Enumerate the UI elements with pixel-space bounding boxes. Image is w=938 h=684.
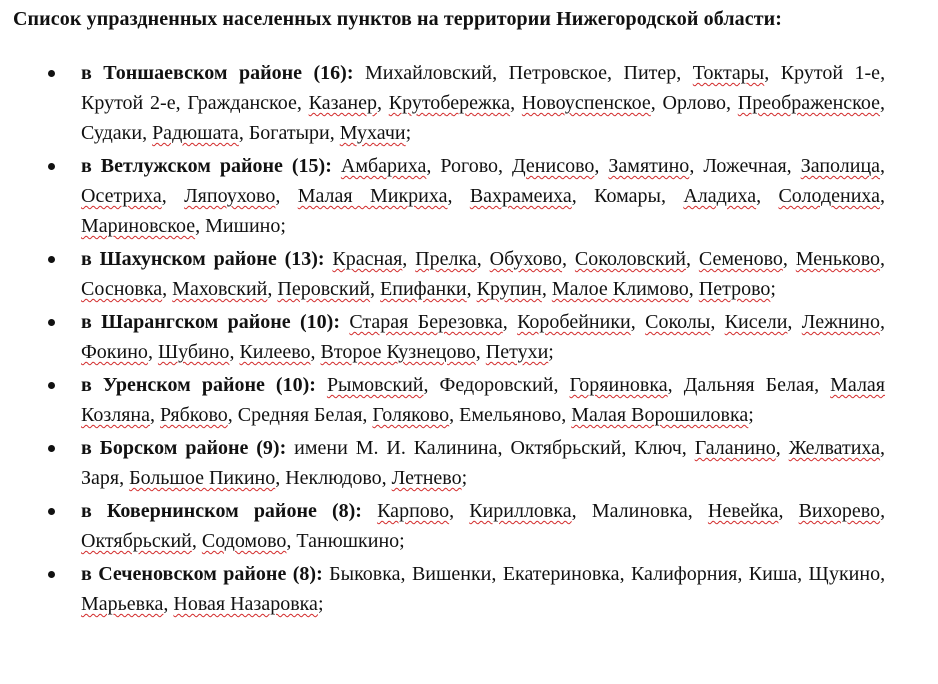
- document-title: Список упраздненных населенных пунктов на территории Нижегородской области:: [13, 8, 783, 30]
- settlement-name: Малая Ворошиловка: [571, 404, 749, 426]
- settlement-name: Крутой 2-е: [81, 92, 176, 114]
- settlement-name: Вихорево: [798, 500, 881, 522]
- settlement-name: Малиновка: [591, 500, 688, 522]
- settlement-name: Питер: [623, 62, 677, 84]
- settlement-name: Екатериновка: [502, 563, 620, 585]
- settlement-list: [0, 58, 938, 622]
- settlement-name: Епифанки: [380, 278, 467, 300]
- settlement-name: Солодениха: [778, 185, 881, 207]
- settlement-name: Калифорния: [630, 563, 738, 585]
- district-name: в Сеченовском районе (8):: [81, 563, 323, 585]
- bullet-icon: [48, 70, 55, 77]
- settlement-name: Щукино: [808, 563, 881, 585]
- settlement-name: Лежнино: [801, 311, 880, 333]
- district-list-item: в Тоншаевском районе (16): Михайловский, Петровское, Питер, Токтары, Крутой 1-е, Крутой 2-е, Гражданское, Казанер, Крутобережка, Новоуспенское, Орлово, Преображенское, Судаки, Радюшата, Богатыри, Мухачи;: [81, 58, 885, 148]
- district-list-item: в Ветлужском районе (15): Амбариха, Рогово, Денисово, Замятино, Ложечная, Заполица, Осетриха, Ляпоухово, Малая Микриха, Вахрамеиха, Комары, Аладиха, Солодениха, Мариновское, Мишино;: [81, 151, 885, 241]
- settlement-name: Аладиха: [683, 185, 757, 207]
- settlement-name: Киша: [748, 563, 798, 585]
- settlement-name: Радюшата: [152, 122, 239, 144]
- settlement-name: Рогово: [440, 155, 499, 177]
- settlement-name: Казанер: [308, 92, 377, 114]
- settlement-name: Сосновка: [81, 278, 163, 300]
- settlement-name: Октябрьский: [81, 530, 192, 552]
- settlement-name: Шубино: [157, 341, 230, 363]
- settlement-name: Амбариха: [340, 155, 427, 177]
- settlement-name: Михайловский: [365, 62, 493, 84]
- district-list-item: в Уренском районе (10): Рымовский, Федоровский, Горяиновка, Дальняя Белая, Малая Козляна, Рябково, Средняя Белая, Голяково, Емельяново, Малая Ворошиловка;: [81, 370, 885, 430]
- settlement-name: Галанино: [694, 437, 776, 459]
- settlement-name: Петрово: [698, 278, 771, 300]
- settlement-name: Килеево: [239, 341, 311, 363]
- settlement-name: Соколовский: [574, 248, 687, 270]
- bullet-icon: [48, 445, 55, 452]
- settlement-name: Гражданское: [187, 92, 297, 114]
- district-name: в Уренском районе (10):: [81, 374, 316, 396]
- bullet-icon: [48, 571, 55, 578]
- settlement-name: Горяиновка: [569, 374, 668, 396]
- settlement-name: Рымовский: [326, 374, 424, 396]
- district-list-item: в Борском районе (9): имени М. И. Калинина, Октябрьский, Ключ, Галанино, Желватиха, Заря, Большое Пикино, Неклюдово, Летнево;: [81, 433, 885, 493]
- settlement-name: Красная: [332, 248, 403, 270]
- settlement-name: Коробейники: [517, 311, 631, 333]
- bullet-icon: [48, 256, 55, 263]
- settlement-name: Мишино: [205, 215, 281, 237]
- district-name: в Шарангском районе (10):: [81, 311, 340, 333]
- bullet-icon: [48, 163, 55, 170]
- settlement-name: Богатыри: [248, 122, 330, 144]
- district-name: в Шахунском районе (13):: [81, 248, 325, 270]
- settlement-name: Марьевка: [81, 593, 164, 615]
- settlement-name: Замятино: [608, 155, 690, 177]
- settlement-name: Средняя Белая: [237, 404, 363, 426]
- settlement-name: Меньково: [795, 248, 881, 270]
- settlement-name: Неклюдово: [285, 467, 382, 489]
- settlement-name: Токтары: [692, 62, 765, 84]
- settlement-name: Соколы: [645, 311, 711, 333]
- settlement-name: Перовский: [277, 278, 371, 300]
- settlement-name: Федоровский: [439, 374, 554, 396]
- district-name: в Ковернинском районе (8):: [81, 500, 362, 522]
- settlement-name: Ложечная: [703, 155, 787, 177]
- settlement-name: Крутобережка: [388, 92, 511, 114]
- settlement-name: имени М. И. Калинина: [294, 437, 498, 459]
- settlement-name: Судаки: [81, 122, 143, 144]
- settlement-name: Летнево: [391, 467, 462, 489]
- settlement-name: Ключ: [634, 437, 682, 459]
- settlement-name: Старая Березовка: [349, 311, 503, 333]
- settlement-name: Мариновское: [81, 215, 196, 237]
- settlement-name: Комары: [594, 185, 661, 207]
- district-name: в Тоншаевском районе (16):: [81, 62, 354, 84]
- bullet-icon: [48, 382, 55, 389]
- settlement-name: Осетриха: [81, 185, 162, 207]
- district-list-item: в Ковернинском районе (8): Карпово, Кирилловка, Малиновка, Невейка, Вихорево, Октябрьский, Содомово, Танюшкино;: [81, 496, 885, 556]
- district-name: в Ветлужском районе (15):: [81, 155, 332, 177]
- settlement-name: Ляпоухово: [184, 185, 276, 207]
- district-list-item: в Шахунском районе (13): Красная, Прелка, Обухово, Соколовский, Семеново, Меньково, Сосновка, Маховский, Перовский, Епифанки, Крупин, Малое Климово, Петрово;: [81, 244, 885, 304]
- settlement-name: Крупин: [476, 278, 542, 300]
- settlement-name: Дальняя Белая: [683, 374, 815, 396]
- settlement-name: Мухачи: [339, 122, 406, 144]
- settlement-name: Октябрьский: [510, 437, 622, 459]
- settlement-name: Семеново: [698, 248, 783, 270]
- bullet-icon: [48, 319, 55, 326]
- settlement-name: Преображенское: [737, 92, 881, 114]
- settlement-name: Крутой 1-е: [780, 62, 881, 84]
- district-list-item: в Шарангском районе (10): Старая Березовка, Коробейники, Соколы, Кисели, Лежнино, Фокино, Шубино, Килеево, Второе Кузнецово, Петухи;: [81, 307, 885, 367]
- settlement-name: Заря: [81, 467, 120, 489]
- settlement-name: Кирилловка: [469, 500, 572, 522]
- settlement-name: Емельяново: [459, 404, 562, 426]
- settlement-name: Танюшкино: [296, 530, 400, 552]
- settlement-name: Второе Кузнецово: [320, 341, 476, 363]
- settlement-name: Малая Козляна: [81, 374, 886, 426]
- bullet-icon: [48, 508, 55, 515]
- settlement-name: Малая Микриха: [297, 185, 448, 207]
- district-list-item: в Сеченовском районе (8): Быковка, Вишенки, Екатериновка, Калифорния, Киша, Щукино, Марьевка, Новая Назаровка;: [81, 559, 885, 619]
- settlement-name: Новая Назаровка: [173, 593, 318, 615]
- district-name: в Борском районе (9):: [81, 437, 287, 459]
- settlement-name: Вахрамеиха: [469, 185, 572, 207]
- settlement-name: Маховский: [172, 278, 268, 300]
- settlement-name: Фокино: [81, 341, 148, 363]
- settlement-name: Прелка: [415, 248, 477, 270]
- settlement-name: Желватиха: [788, 437, 881, 459]
- settlement-name: Рябково: [160, 404, 228, 426]
- settlement-name: Петровское: [508, 62, 607, 84]
- settlement-name: Голяково: [372, 404, 450, 426]
- settlement-name: Вишенки: [411, 563, 492, 585]
- settlement-name: Содомово: [201, 530, 287, 552]
- settlement-name: Орлово: [662, 92, 726, 114]
- settlement-name: Кисели: [724, 311, 788, 333]
- settlement-name: Денисово: [512, 155, 595, 177]
- settlement-name: Заполица: [800, 155, 881, 177]
- settlement-name: Новоуспенское: [521, 92, 651, 114]
- settlement-name: Малое Климово: [551, 278, 689, 300]
- settlement-name: Карпово: [377, 500, 450, 522]
- settlement-name: Невейка: [707, 500, 779, 522]
- settlement-name: Большое Пикино: [129, 467, 276, 489]
- settlement-name: Обухово: [489, 248, 563, 270]
- settlement-name: Петухи: [485, 341, 549, 363]
- settlement-name: Быковка: [329, 563, 401, 585]
